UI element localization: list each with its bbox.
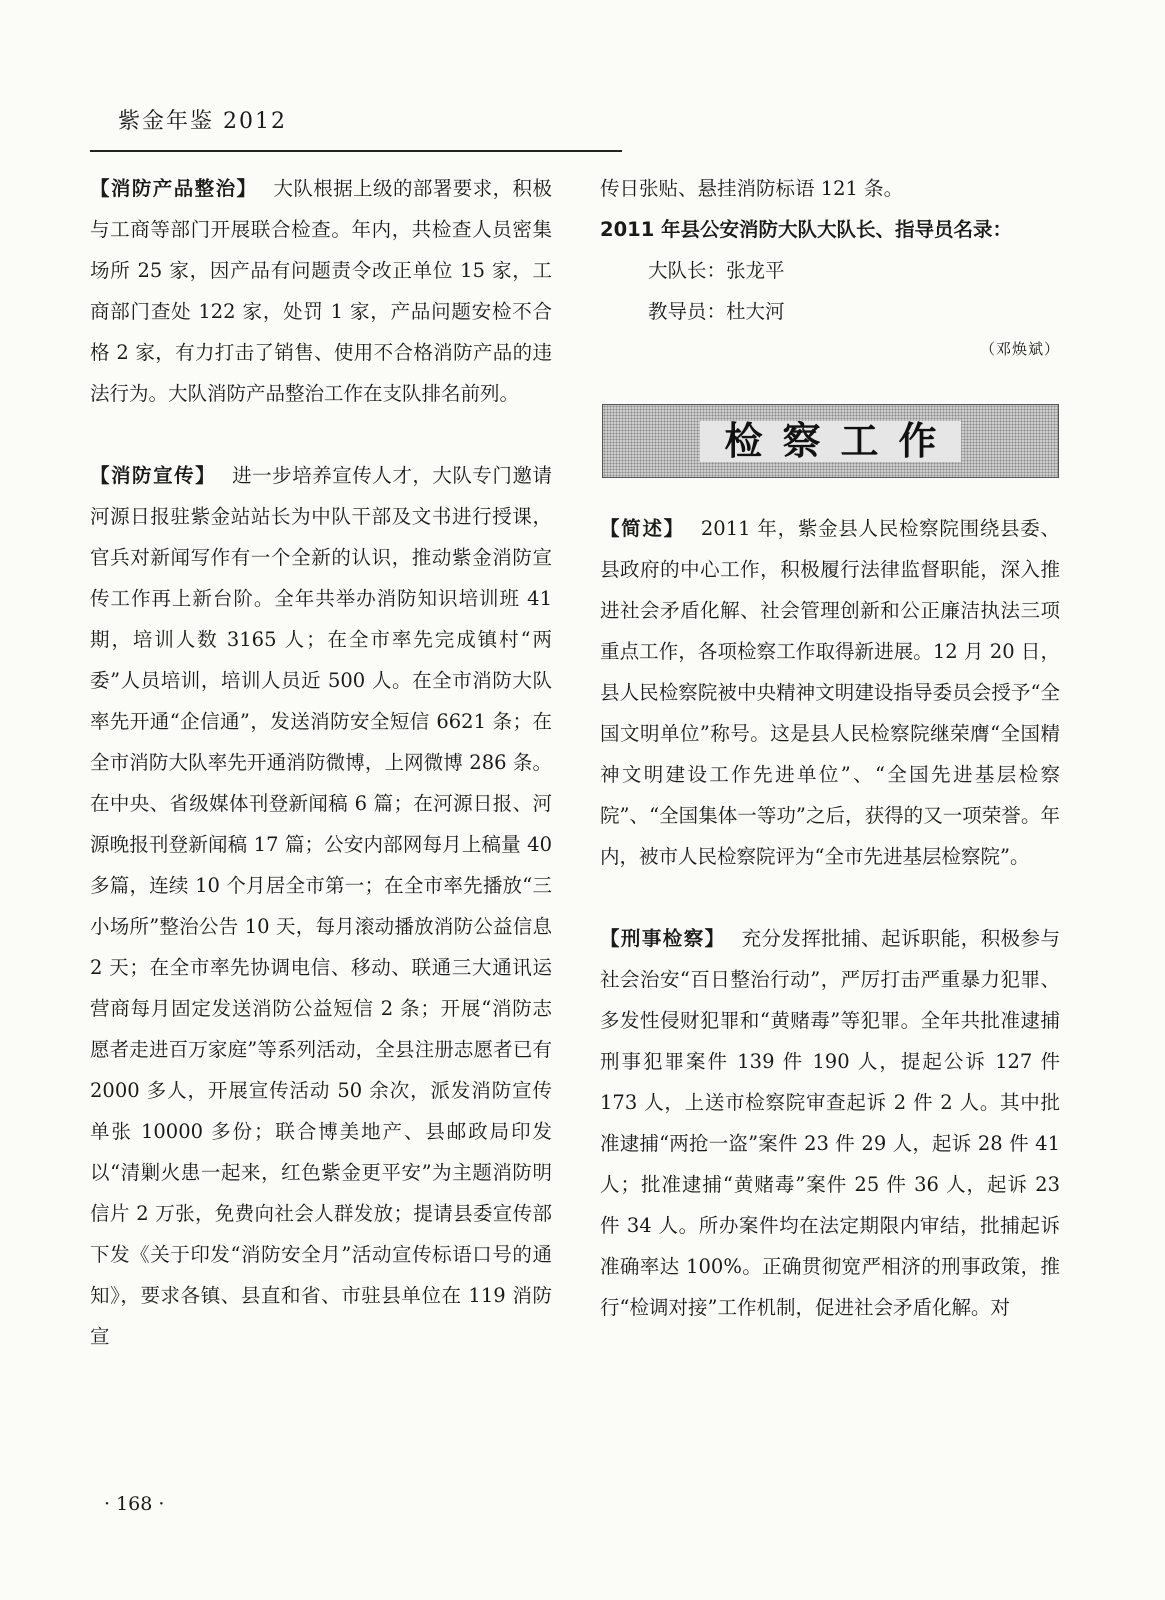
yearbook-header-title: 紫金年鉴 2012 <box>118 109 287 134</box>
paragraph-gap <box>90 414 552 455</box>
section-heading: 【简述】 <box>600 517 685 540</box>
author-signature: （邓焕斌） <box>979 340 1060 358</box>
continuation-line: 传日张贴、悬挂消防标语 121 条。 <box>600 177 904 200</box>
roster-instructor: 教导员：杜大河 <box>648 300 785 323</box>
section-fire-product-rectification <box>90 168 552 414</box>
roster-captain: 大队长：张龙平 <box>648 259 785 282</box>
section-body: 大队根据上级的部署要求，积极与工商等部门开展联合检查。年内，共检查人员密集场所 25 家，因产品有问题责令改正单位 15 家，工商部门查处 122 家，处罚 1 家，产品问题安检不合格 2 家，有力打击了销售、使用不合格消防产品的违法行为。大队消防产品整治工作在支队排名前列。 <box>90 177 552 405</box>
section-body: 进一步培养宣传人才，大队专门邀请河源日报驻紫金站站长为中队干部及文书进行授课，官兵对新闻写作有一个全新的认识，推动紫金消防宣传工作再上新台阶。全年共举办消防知识培训班 41 期，培训人数 3165 人；在全市率先完成镇村“两委”人员培训，培训人员近 500 人。在全市消防大队率先开通“企信通”，发送消防安全短信 6621 条；在全市消防大队率先开通消防微博，上网微博 286 条。在中央、省级媒体刊登新闻稿 6 篇；在河源日报、河源晚报刊登新闻稿 17 篇；公安内部网每月上稿量 40 多篇，连续 10 个月居全市第一；在全市率先播放“三小场所”整治公告 10 天，每月滚动播放消防公益信息 2 天；在全市率先协调电信、移动、联通三大通讯运营商每月固定发送消防公益短信 2 条；开展“消防志愿者走进百万家庭”等系列活动，全县注册志愿者已有 2000 多人，开展宣传活动 50 余次，派发消防宣传单张 10000 多份；联合博美地产、县邮政局印发以“清剿火患一起来，红色紫金更平安”为主题消防明信片 2 万张，免费向社会人群发放；提请县委宣传部下发《关于印发“消防安全月”活动宣传标语口号的通知》，要求各镇、县直和省、市驻县单位在 119 消防宣 <box>90 464 552 1348</box>
chapter-banner-title: 检察工作 <box>700 421 960 462</box>
right-column <box>600 168 1060 1328</box>
section-overview <box>600 508 1060 877</box>
page-number: · 168 · <box>104 1493 165 1515</box>
paragraph-gap <box>600 877 1060 918</box>
roster-title: 2011 年县公安消防大队大队长、指导员名录： <box>600 218 1013 241</box>
section-body: 充分发挥批捕、起诉职能，积极参与社会治安“百日整治行动”，严厉打击严重暴力犯罪、多发性侵财犯罪和“黄赌毒”等犯罪。全年共批准逮捕刑事犯罪案件 139 件 190 人，提起公诉 127 件 173 人，上送市检察院审查起诉 2 件 2 人。其中批准逮捕“两抢一盗”案件 23 件 29 人，起诉 28 件 41 人；批准逮捕“黄赌毒”案件 25 件 36 人，起诉 23 件 34 人。所办案件均在法定期限内审结，批捕起诉准确率达 100%。正确贯彻宽严相济的刑事政策，推行“检调对接”工作机制，促进社会矛盾化解。对 <box>600 927 1060 1319</box>
section-body: 2011 年，紫金县人民检察院围绕县委、县政府的中心工作，积极履行法律监督职能，深入推进社会矛盾化解、社会管理创新和公正廉洁执法三项重点工作，各项检察工作取得新进展。12 月 20 日，县人民检察院被中央精神文明建设指导委员会授予“全国文明单位”称号。这是县人民检察院继荣膺“全国精神文明建设工作先进单位”、“全国先进基层检察院”、“全国集体一等功”之后，获得的又一项荣誉。年内，被市人民检察院评为“全市先进基层检察院”。 <box>600 517 1060 868</box>
left-column <box>90 168 552 1357</box>
section-criminal-prosecution <box>600 918 1060 1328</box>
section-heading: 【消防宣传】 <box>90 464 217 487</box>
section-heading: 【消防产品整治】 <box>90 177 258 200</box>
section-heading: 【刑事检察】 <box>600 927 726 950</box>
header-rule <box>90 150 622 152</box>
chapter-banner <box>602 404 1059 478</box>
section-fire-publicity <box>90 455 552 1357</box>
